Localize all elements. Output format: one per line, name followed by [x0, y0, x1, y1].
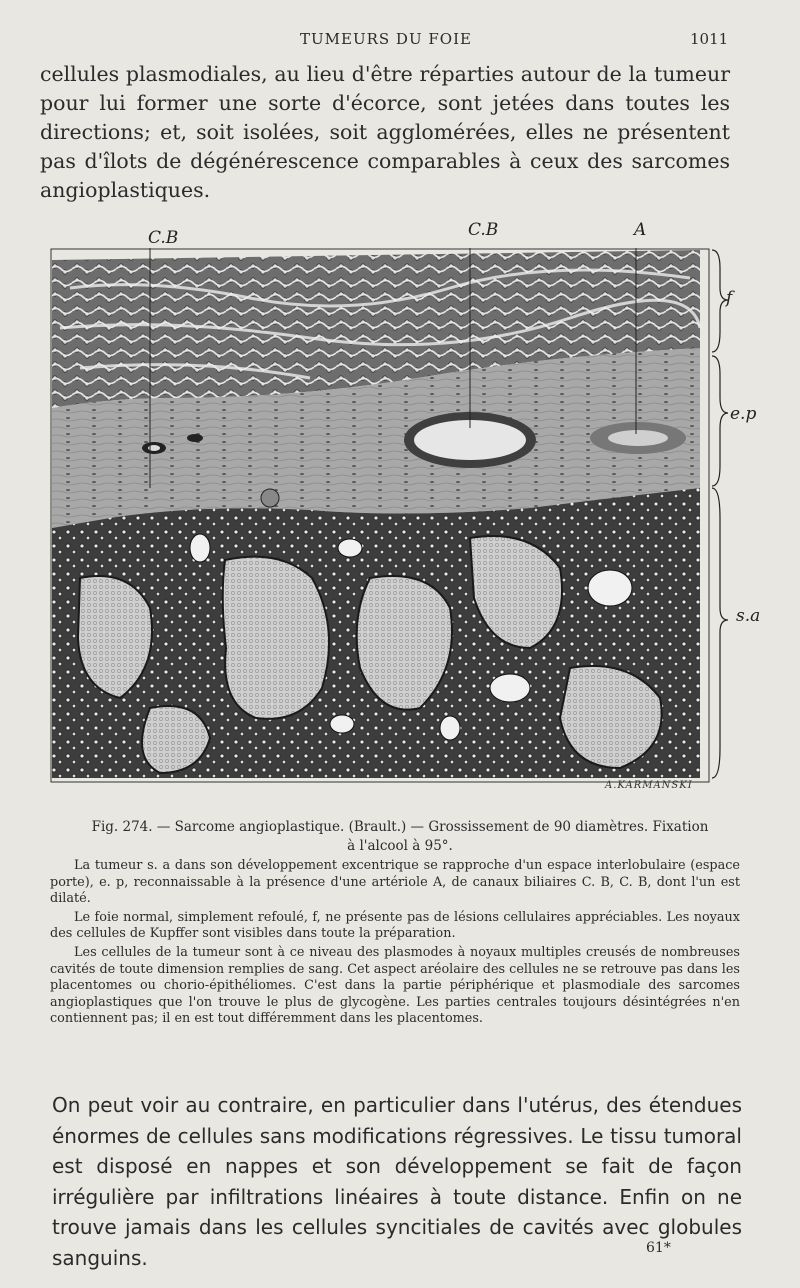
figure-caption-title: Fig. 274. — Sarcome angioplastique. (Brault.) — Grossissement de 90 diamètres. Fixation à l'alcool à 95°.: [91, 819, 709, 854]
running-title: TUMEURS DU FOIE: [300, 30, 472, 48]
right-braces: [710, 248, 733, 783]
caption-paragraph: Les cellules de la tumeur sont à ce niveau des plasmodes à noyaux multiples creusés de nombreuses cavités de toute dimension remplies de sang. Cet aspect aréolaire des cellules ne se retrouve pas dans les placentomes ou chorio-épithéliomes. C'est dans la partie périphérique et plasmodiale des sarcomes angioplastiques que l'on trouve le plus de glycogène. Les parties centrales toujours désintégrées n'en contiennent pas; il en est tout différemment dans les placentomes.: [50, 944, 740, 1027]
caption-paragraph: Le foie normal, simplement refoulé, f, ne présente pas de lésions cellulaires appréciables. Les noyaux des cellules de Kupffer sont visibles dans toute la préparation.: [50, 909, 740, 942]
label-f: f: [726, 288, 733, 308]
label-ep: e.p: [730, 404, 757, 424]
blood-cavity: [223, 557, 329, 719]
page-number: 1011: [690, 30, 729, 48]
figure-274: [50, 218, 770, 798]
body-paragraph-top: cellules plasmodiales, au lieu d'être réparties autour de la tumeur pour lui former une sorte d'écorce, sont jetées dans toutes les directions; et, soit isolées, soit agglomérées, elles ne présentent pas d'îlots de dégénérescence comparables à ceux des sarcomes angioplastiques.: [40, 62, 730, 202]
artist-signature: A.KARMANSKI: [605, 780, 693, 791]
label-cb-left: C.B: [148, 228, 179, 248]
histology-plate: [50, 248, 710, 783]
page-header: [0, 30, 800, 54]
signature-mark: 61*: [646, 1240, 671, 1256]
label-a: A: [634, 220, 647, 240]
figure-caption-body: [50, 858, 740, 1030]
arteriole: [590, 422, 686, 454]
caption-paragraph: La tumeur s. a dans son développement excentrique se rapproche d'un espace interlobulaire (espace porte), e. p, reconnaissable à la présence d'une artériole A, de canaux biliaires C. B, C. B, dont l'un est dilaté.: [50, 858, 740, 907]
body-paragraph-bottom: On peut voir au contraire, en particulier dans l'utérus, des étendues énormes de cellules sans modifications régressives. Le tissu tumoral est disposé en nappes et son développement se fait de façon irrégulière par infiltrations linéaires à toute distance. Enfin on ne trouve jamais dans les cellules syncitiales de cavités avec globules sanguins.: [52, 1093, 742, 1270]
bile-duct-small: [142, 442, 166, 454]
label-sa: s.a: [736, 606, 761, 626]
label-cb-right: C.B: [468, 220, 499, 240]
